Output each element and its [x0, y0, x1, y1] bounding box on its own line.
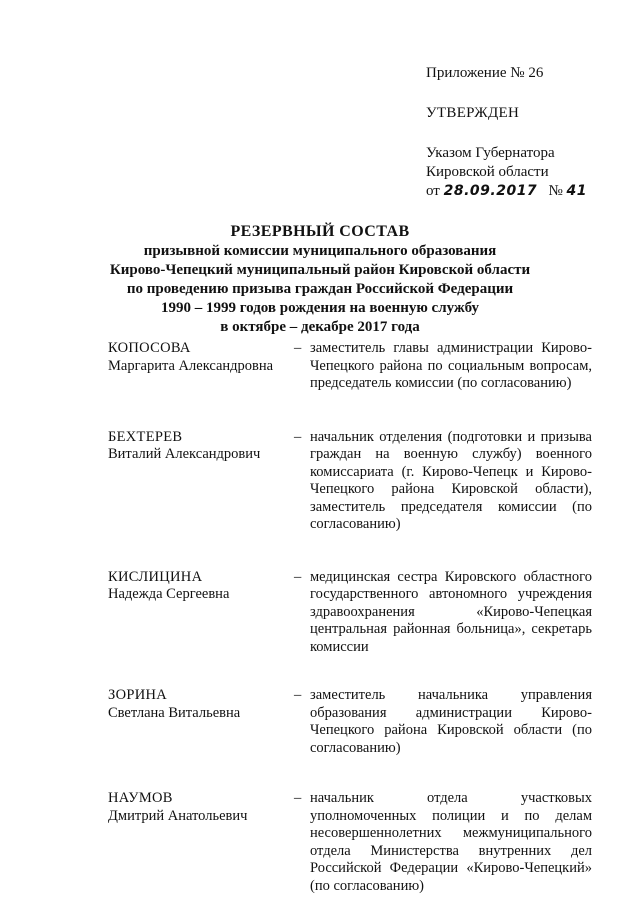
decree-line-2: Кировской области: [426, 164, 549, 180]
decree-date-line: [426, 182, 616, 201]
member-item: [108, 569, 592, 657]
member-role: заместитель главы администрации Кирово-Чепецкого района по социальным вопросам, председатель комиссии (по согласованию): [310, 340, 592, 391]
member-dash: –: [294, 428, 302, 445]
member-dash: –: [294, 340, 302, 356]
member-role: медицинская сестра Кировского областного государственного автономного учреждения здравоохранения «Кирово-Чепецкая центральная районная больница», секретарь комиссии: [310, 568, 592, 655]
members-list: [108, 340, 592, 895]
decree-number: 41: [566, 183, 587, 199]
member-dash: –: [294, 687, 302, 703]
member-name: Дмитрий Анатольевич: [108, 807, 248, 824]
member-name: Виталий Александрович: [108, 446, 261, 462]
decree-line-1: Указом Губернатора: [426, 145, 555, 161]
member-role: начальник отдела участковых уполномоченных полиции и по делам несовершеннолетних межмуниципального отдела Министерства внутренних дел Российской Федерации «Кирово-Чепецкий» (по согласованию): [310, 790, 592, 894]
from-prefix: от: [426, 183, 440, 199]
member-role: начальник отделения (подготовки и призыва граждан на военную службу) военного комиссариата (г. Кирово-Чепецк и Кирово-Чепецкого района Кировской области), заместитель председателя комиссии (по согласованию): [310, 428, 592, 532]
member-item: [108, 687, 592, 757]
decree-date: 28.09.2017: [443, 183, 538, 199]
member-person: [108, 429, 288, 534]
member-role: заместитель начальника управления образования администрации Кирово-Чепецкого района Кировской области (по согласованию): [310, 687, 592, 756]
title-line-1: призывной комиссии муниципального образования: [143, 243, 497, 259]
member-name: Маргарита Александровна: [108, 357, 274, 374]
member-name: Светлана Витальевна: [108, 704, 241, 721]
appendix-number: Приложение № 26: [426, 65, 544, 81]
approved-heading: УТВЕРЖДЕН: [426, 105, 520, 121]
member-surname: КОПОСОВА: [108, 340, 191, 356]
member-surname: ЗОРИНА: [108, 687, 168, 703]
document-title: [60, 222, 580, 337]
member-person: [108, 340, 288, 393]
title-main: РЕЗЕРВНЫЙ СОСТАВ: [230, 223, 410, 240]
member-item: [108, 429, 592, 534]
title-line-4: 1990 – 1999 годов рождения на военную службу: [160, 300, 480, 316]
member-item: [108, 340, 592, 393]
approval-stamp: [426, 64, 616, 201]
member-surname: НАУМОВ: [108, 790, 173, 806]
number-prefix: №: [548, 183, 563, 199]
member-person: [108, 687, 288, 757]
member-surname: КИСЛИЦИНА: [108, 568, 203, 585]
title-line-2: Кирово-Чепецкий муниципальный район Кировской области: [109, 262, 531, 278]
title-line-5: в октябре – декабре 2017 года: [220, 319, 420, 335]
member-item: [108, 790, 592, 895]
member-person: [108, 569, 288, 657]
member-surname: БЕХТЕРЕВ: [108, 428, 183, 445]
member-dash: –: [294, 568, 302, 585]
member-person: [108, 790, 288, 895]
member-dash: –: [294, 790, 302, 806]
title-line-3: по проведению призыва граждан Российской Федерации: [126, 281, 514, 297]
member-name: Надежда Сергеевна: [108, 586, 230, 602]
